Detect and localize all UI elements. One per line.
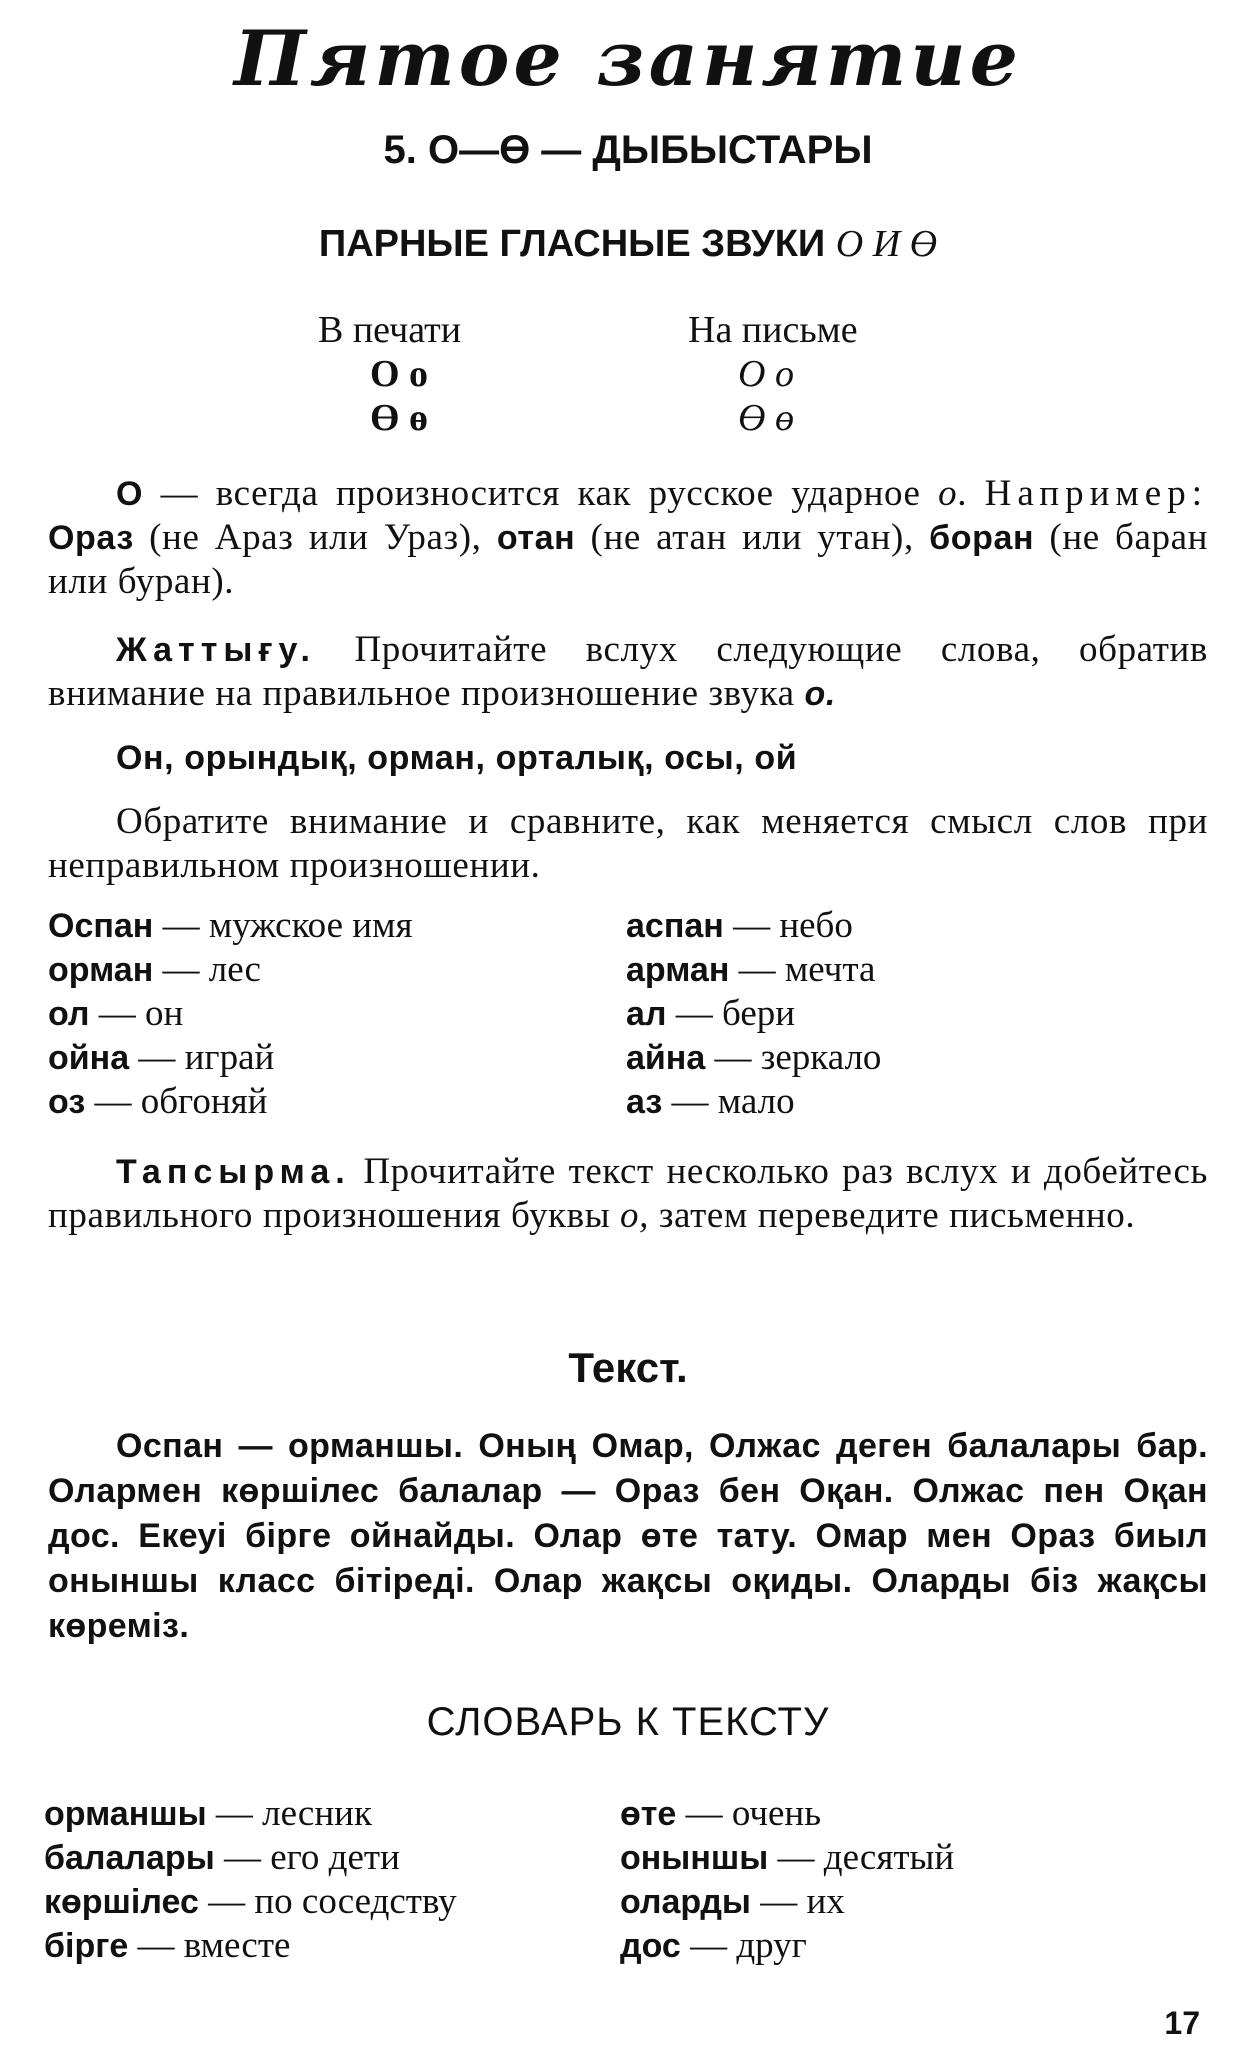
exercise-sound: о. [804, 675, 836, 713]
write-letter-row: Ө ө [738, 397, 794, 439]
exercise-paragraph [48, 628, 1208, 716]
dictionary-meaning: — вместе [128, 1925, 291, 1966]
pair-item [626, 992, 1186, 1036]
pair-meaning: — мало [662, 1081, 795, 1122]
pairs-left [48, 904, 608, 1124]
rule-text: — всегда произносится как русское ударное [143, 473, 939, 514]
example-word: боран [929, 519, 1035, 557]
words-line: Он, орындық, орман, орталық, осы, ой [116, 739, 798, 777]
write-label: На письме [688, 309, 858, 351]
dictionary-item [620, 1880, 954, 1924]
pair-word: арман [626, 951, 730, 989]
pair-item [48, 948, 608, 992]
text-title: Текст. [568, 1344, 688, 1391]
pair-item [48, 904, 608, 948]
dictionary-right [620, 1792, 954, 1968]
subheading-text: ПАРНЫЕ ГЛАСНЫЕ ЗВУКИ [318, 223, 826, 265]
example-word: Ораз [48, 519, 134, 557]
pair-item [626, 1080, 1186, 1124]
rule-text: (не баран или буран). [48, 517, 1209, 602]
dictionary-word: оныншы [620, 1839, 769, 1877]
exercise-text: Прочитайте вслух следующие слова, обратив внимание на правильное произношение звука [48, 629, 1208, 714]
pair-meaning: — зеркало [705, 1037, 882, 1078]
pair-word: аспан [626, 907, 724, 945]
dictionary-word: бірге [44, 1927, 129, 1965]
pair-word: оз [48, 1083, 86, 1121]
pair-word: Оспан [48, 907, 154, 945]
write-letter-row: О о [738, 353, 794, 395]
dictionary-item [44, 1836, 457, 1880]
subheading-letters: О И Ө [835, 223, 938, 265]
pair-meaning: — небо [723, 905, 853, 946]
print-label: В печати [318, 309, 462, 351]
text-body: Оспан — орманшы. Оның Омар, Олжас деген балалары бар. Олармен көршілес балалар — Ораз бен Оқан. Олжас пен Оқан дос. Екеуі бірге ойнайды. Олар өте тату. Омар мен Ораз биыл оныншы класс бітіреді. Олар жақсы оқиды. Оларды біз жақсы көреміз. [48, 1427, 1208, 1645]
rule-paragraph [48, 472, 1208, 604]
dictionary-meaning: — друг [680, 1925, 807, 1966]
compare-paragraph: Обратите внимание и сравните, как меняется смысл слов при неправильном произношении. [48, 801, 1208, 886]
write-column [688, 308, 968, 440]
pair-item [626, 948, 1186, 992]
rule-letter: о [938, 473, 958, 514]
rule-text: . [957, 473, 985, 514]
exercise-label: Жаттығу. [116, 631, 316, 669]
pair-word: орман [48, 951, 154, 989]
subheading [0, 222, 1256, 266]
example-label: Например: [984, 473, 1208, 514]
pair-word: айна [626, 1039, 706, 1077]
dictionary-title: СЛОВАРЬ К ТЕКСТУ [426, 1700, 830, 1744]
task-paragraph [48, 1150, 1208, 1238]
dictionary-meaning: — десятый [768, 1837, 955, 1878]
page-number: 17 [1164, 2005, 1200, 2041]
pair-item [48, 1036, 608, 1080]
pair-item [626, 904, 1186, 948]
print-letter-row: О о [370, 353, 429, 395]
pair-meaning: — мечта [729, 949, 876, 990]
dictionary-item [620, 1792, 954, 1836]
print-column [318, 308, 558, 440]
pair-word: ол [48, 995, 90, 1033]
pair-item [48, 1080, 608, 1124]
dictionary-meaning: — их [750, 1881, 845, 1922]
pairs-right [626, 904, 1186, 1124]
dictionary-item [44, 1924, 457, 1968]
pair-meaning: — лес [153, 949, 261, 990]
rule-lead: О [116, 475, 144, 513]
pair-meaning: — играй [129, 1037, 275, 1078]
pair-meaning: — он [89, 993, 184, 1034]
dictionary-left [44, 1792, 457, 1968]
dictionary-item [44, 1880, 457, 1924]
example-word: отан [496, 519, 576, 557]
lesson-heading: 5. О—Ө — ДЫБЫСТАРЫ [383, 128, 873, 172]
dictionary-word: дос [620, 1927, 681, 1965]
task-text: Прочитайте текст несколько раз вслух и добейтесь правильного произношения буквы [48, 1151, 1208, 1236]
pair-word: ойна [48, 1039, 130, 1077]
task-label: Тапсырма. [116, 1153, 351, 1191]
pair-word: ал [626, 995, 667, 1033]
page-title: Пятое занятие [234, 14, 1022, 103]
pair-meaning: — обгоняй [85, 1081, 268, 1122]
dictionary-meaning: — его дети [214, 1837, 400, 1878]
task-letter: о, [620, 1195, 649, 1236]
rule-text: (не Араз или Ураз), [133, 517, 497, 558]
pair-item [626, 1036, 1186, 1080]
pair-item [48, 992, 608, 1036]
dictionary-item [620, 1836, 954, 1880]
dictionary-item [44, 1792, 457, 1836]
dictionary-word: балалары [44, 1839, 215, 1877]
dictionary-word: орманшы [44, 1795, 207, 1833]
dictionary-meaning: — по соседству [198, 1881, 457, 1922]
pair-meaning: — бери [666, 993, 796, 1034]
task-text: затем переведите письменно. [648, 1195, 1136, 1236]
dictionary-word: өте [620, 1795, 677, 1833]
dictionary-meaning: — очень [676, 1793, 822, 1834]
pair-meaning: — мужское имя [153, 905, 413, 946]
dictionary-word: оларды [620, 1883, 751, 1921]
pair-word: аз [626, 1083, 663, 1121]
dictionary-meaning: — лесник [206, 1793, 372, 1834]
rule-text: (не атан или утан), [575, 517, 930, 558]
dictionary-item [620, 1924, 954, 1968]
dictionary-word: көршілес [44, 1883, 199, 1921]
print-letter-row: Ө ө [370, 397, 429, 439]
